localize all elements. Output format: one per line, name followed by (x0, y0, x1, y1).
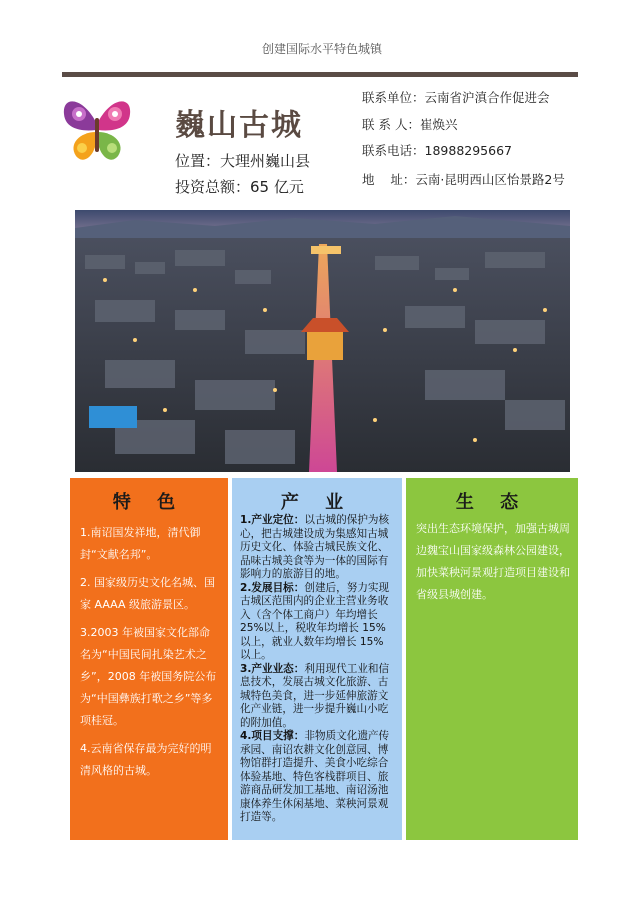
industry-item-label: 3.产业业态： (240, 662, 305, 675)
industry-item (240, 663, 394, 731)
features-column (70, 478, 228, 840)
features-list (80, 522, 220, 788)
contact-phone-label: 联系电话： (362, 143, 425, 158)
contact-address-label: 地 址： (362, 172, 416, 187)
project-location: 位置：大理州巍山县 (175, 152, 311, 170)
header-divider (62, 72, 578, 77)
features-item: 4.云南省保存最为完好的明清风格的古城。 (80, 742, 212, 777)
contact-address-value: 云南·昆明西山区怡景路2号 (415, 172, 565, 187)
contact-address (362, 170, 565, 188)
features-item: 3.2003 年被国家文化部命名为“中国民间扎染艺术之乡”，2008 年被国务院公布为“中国彝族打歌之乡”等多项桂冠。 (80, 626, 217, 727)
industry-item (240, 582, 394, 663)
industry-item (240, 730, 394, 825)
industry-column (232, 478, 402, 840)
industry-item-label: 4.项目支撑： (240, 730, 305, 742)
project-title: 巍山古城 (175, 108, 303, 143)
project-investment: 投资总额：65 亿元 (175, 178, 304, 196)
contact-unit-value: 云南省沪滇合作促进会 (424, 90, 550, 105)
ecology-column (406, 478, 578, 840)
industry-item (240, 514, 394, 582)
butterfly-logo-icon (62, 92, 132, 166)
old-town-night-aerial-photo (75, 210, 570, 472)
industry-heading: 产 业 (280, 492, 354, 513)
contact-person (362, 115, 457, 133)
features-heading: 特 色 (112, 492, 186, 513)
features-item: 2. 国家级历史文化名城、国家 AAAA 级旅游景区。 (80, 576, 215, 611)
ecology-heading: 生 态 (455, 492, 529, 513)
ecology-text: 突出生态环境保护，加强古城周边魏宝山国家级森林公园建设，加快菜秧河景观打造项目建设和省级县城创建。 (416, 522, 570, 601)
industry-item-text: 以古城的保护为核心，把古城建设成为集感知古城历史文化、体验古城民族文化、品味古城美食等为一体的国际有影响力的旅游目的地。 (240, 514, 390, 580)
contact-phone (362, 141, 512, 159)
industry-list (240, 514, 394, 825)
industry-item-text: 利用现代工业和信息技术，发展古城文化旅游、古城特色美食，进一步延伸旅游文化产业链，进一步提升巍山小吃的附加值。 (240, 662, 390, 729)
features-item: 1.南诏国发祥地，清代御封“文献名邦”。 (80, 526, 201, 561)
contact-person-label: 联 系 人： (362, 117, 420, 132)
contact-unit-label: 联系单位： (362, 90, 425, 105)
contact-unit (362, 88, 550, 106)
industry-item-text: 非物质文化遗产传承园、南诏农耕文化创意园、博物馆群打造提升、美食小吃综合体验基地、特色客栈群项目、旅游商品研发加工基地、南诏汤池康体养生休闲基地、菜秧河景观打造等。 (240, 730, 390, 823)
header-banner-text: 创建国际水平特色城镇 (261, 42, 382, 56)
industry-item-label: 1.产业定位： (240, 514, 305, 526)
industry-item-label: 2.发展目标： (240, 581, 305, 594)
industry-item-text: 创建后，努力实现古城区范围内的企业主营业务收入（含个体工商户）年均增长 25%以上，税收年均增长 15%以上，就业人数年均增长 15%以上。 (240, 581, 390, 661)
contact-person-value: 崔焕兴 (419, 117, 458, 132)
contact-phone-value: 18988295667 (424, 143, 512, 158)
